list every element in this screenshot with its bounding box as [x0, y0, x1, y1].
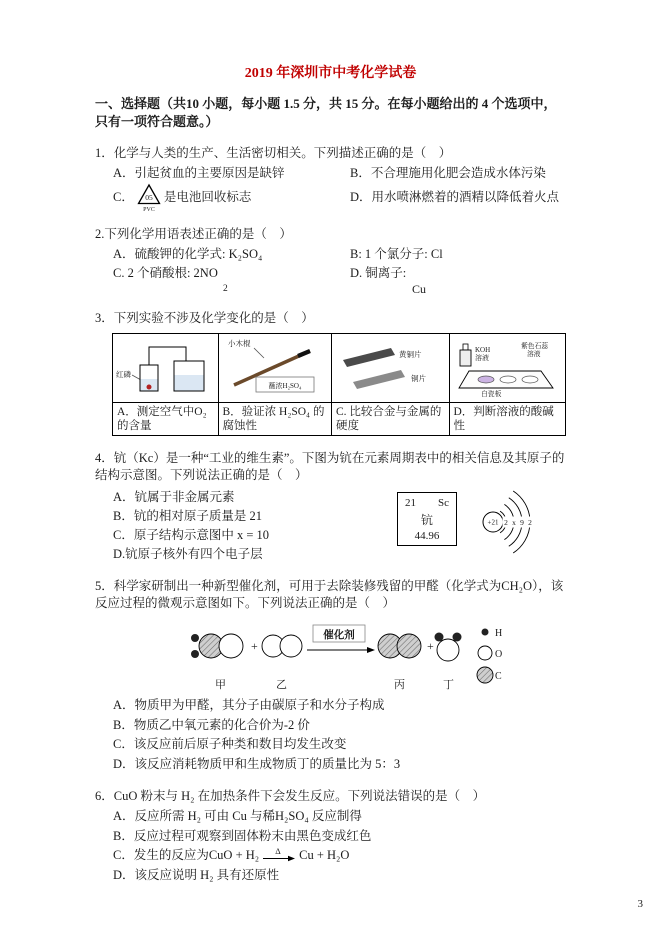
- question-2-stem: 2.下列化学用语表述正确的是（ ）: [95, 227, 292, 241]
- recycle-code: 05: [145, 193, 153, 202]
- page-number: 3: [637, 898, 643, 910]
- q5-option-c: C．该反应前后原子种类和数目均发生改变: [113, 737, 347, 751]
- section-header: 一、选择题（共10 小题，每小题 1.5 分，共 15 分。在每小题给出的 4 个选项中，只有一项符合题意。）: [95, 96, 557, 129]
- red-phosphorus-label: 红磷: [116, 370, 131, 379]
- legend-h-icon: [482, 629, 489, 636]
- periodic-table-cell: [397, 492, 457, 546]
- question-6-options: [95, 807, 566, 885]
- experiment-image-row: [113, 334, 566, 403]
- q1-option-d: D．用水喷淋燃着的酒精以降低着火点: [350, 190, 560, 204]
- experiment-caption-a: A．测定空气中O₂ 的含量: [113, 403, 219, 436]
- q5-option-a: A．物质甲为甲醛，其分子由碳原子和水分子构成: [113, 698, 385, 712]
- o-atom: [219, 634, 243, 658]
- question-4-stem: 4．钪（Kc）是一种“工业的维生素”。下图为钪在元素周期表中的相关信息及其原子的结构示意图。下列说法正确的是（ ）: [95, 451, 565, 482]
- copper-strip: [353, 370, 405, 389]
- q4-option-c: C．原子结构示意图中 x = 10: [113, 528, 270, 542]
- q6-option-d: D．该反应说明 H₂ 具有还原性: [113, 867, 280, 882]
- experiment-table: [112, 333, 566, 436]
- q6-option-c-equation-right: Cu + H₂O: [299, 848, 350, 862]
- element-name: 钪: [420, 513, 433, 527]
- koh-label-line2: 溶液: [474, 354, 489, 362]
- well-empty-2: [522, 376, 538, 383]
- question-1: [95, 145, 566, 212]
- q6-option-c: [113, 846, 566, 866]
- question-6-stem: 6．CuO 粉末与 H₂ 在加热条件下会发生反应。下列说法错误的是（ ）: [95, 789, 486, 803]
- q6-option-b: B．反应过程可观察到固体粉末由黑色变成红色: [113, 828, 372, 843]
- h-atom: [191, 634, 199, 642]
- q2-option-c-fragment: 2: [223, 284, 228, 294]
- o-atom: [280, 635, 302, 657]
- hardness-comparison-illustration: [333, 335, 447, 397]
- q2-option-d-fragment: Cu: [412, 282, 427, 296]
- arrowhead: [367, 647, 375, 653]
- label-jia: 甲: [215, 679, 226, 691]
- q2-option-d: D. 铜离子:: [350, 266, 407, 280]
- experiment-cell-a: [113, 334, 219, 403]
- h-atom: [191, 650, 199, 658]
- experiment-caption-b: B．验证浓 H₂SO₄ 的腐蚀性: [218, 403, 332, 436]
- heated-arrow-icon: [261, 846, 297, 863]
- q6-option-a: A．反应所需 H₂ 可由 Cu 与稀H₂SO₄ 反应制得: [113, 809, 362, 823]
- question-4: [95, 450, 566, 564]
- molecule-ding: [435, 633, 462, 662]
- question-4-options: [113, 488, 397, 564]
- element-mass: 44.96: [414, 530, 440, 542]
- red-phosphorus-dot: [147, 385, 152, 390]
- question-2: [95, 226, 566, 296]
- question-5-options: [95, 696, 566, 774]
- h-atom: [453, 633, 462, 642]
- legend: [477, 628, 502, 683]
- recycle-triangle-icon: [137, 183, 161, 212]
- question-1-options: [95, 164, 566, 212]
- brass-strip: [343, 348, 395, 367]
- q2-option-a: A．硫酸钾的化学式: K₂SO₄: [113, 247, 263, 261]
- porcelain-plate-label: 白瓷板: [480, 391, 501, 397]
- pointer-line: [254, 348, 264, 358]
- well-empty-1: [500, 376, 516, 383]
- experiment-cell-d: [449, 334, 566, 403]
- litmus-label-line2: 溶液: [526, 351, 541, 358]
- experiment-caption-row: [113, 403, 566, 436]
- q1-option-c-prefix: C．: [113, 190, 134, 204]
- question-3-stem: 3．下列实验不涉及化学变化的是（ ）: [95, 311, 314, 325]
- q2-option-b: B: 1 个氯分子: Cl: [350, 247, 443, 261]
- reagent-bottle: [460, 344, 471, 366]
- wood-stick-label: 小木棍: [227, 339, 250, 348]
- h-atom: [435, 633, 444, 642]
- reaction-micro-diagram: [183, 620, 528, 694]
- question-3: [95, 310, 566, 436]
- question-6: [95, 788, 566, 885]
- experiment-cell-b: [218, 334, 332, 403]
- label-bing: 丙: [394, 679, 405, 691]
- molecule-jia: [191, 634, 243, 658]
- koh-label-line1: KOH: [474, 346, 490, 354]
- shell-4-electrons: 2: [528, 518, 532, 527]
- plus-sign-2: +: [427, 639, 434, 653]
- question-5-stem: 5．科学家研制出一种新型催化剂，可用于去除装修残留的甲醛（化学式为CH₂O），该反应过程的微观示意图如下。下列说法正确的是（ ）: [95, 579, 564, 610]
- question-4-body: [95, 488, 566, 564]
- acid-base-test-illustration: [451, 335, 564, 397]
- q5-option-b: B．物质乙中氧元素的化合价为-2 价: [113, 717, 310, 732]
- connecting-tube: [149, 347, 186, 365]
- q1-option-c: [113, 183, 350, 212]
- question-5: [95, 578, 566, 774]
- oxygen-measurement-illustration: [114, 335, 216, 397]
- brass-label: 黄铜片: [399, 350, 422, 359]
- experiment-caption-d: D．判断溶液的酸碱性: [449, 403, 566, 436]
- q2-option-c: C. 2 个硝酸根: 2NO: [113, 266, 218, 280]
- catalyst-label: 催化剂: [323, 630, 355, 641]
- q4-option-b: B．钪的相对原子质量是 21: [113, 509, 262, 523]
- legend-c-label: C: [495, 671, 502, 682]
- shell-1-electrons: 2: [504, 518, 508, 527]
- delta-symbol: Δ: [275, 846, 281, 856]
- sulfuric-acid-stick-illustration: [220, 335, 330, 397]
- experiment-cell-c: [332, 334, 450, 403]
- gas-bottle: [140, 365, 158, 391]
- nucleus-charge: +21: [487, 518, 499, 527]
- legend-c-icon: [477, 667, 493, 683]
- q1-option-b: B．不合理施用化肥会造成水体污染: [350, 166, 546, 180]
- question-2-options: [95, 245, 566, 296]
- element-number-symbol: [398, 497, 456, 509]
- litmus-label-line1: 紫色石蕊: [520, 343, 548, 350]
- q5-option-d: D．该反应消耗物质甲和生成物质丁的质量比为 5：3: [113, 756, 401, 771]
- molecule-bing: [378, 634, 421, 658]
- q4-option-a: A．钪属于非金属元素: [113, 490, 235, 504]
- c-atom: [397, 634, 421, 658]
- reaction-arrow: [307, 625, 375, 653]
- question-1-stem: 1．化学与人类的生产、生活密切相关。下列描述正确的是（ ）: [95, 146, 452, 160]
- element-symbol: Sc: [438, 497, 449, 509]
- legend-o-label: O: [495, 649, 503, 660]
- arrowhead: [288, 856, 295, 861]
- molecule-yi: [262, 635, 302, 657]
- q4-option-d: D.钪原子核外有四个电子层: [113, 547, 263, 561]
- legend-o-icon: [478, 646, 492, 660]
- dipped-label: 蘸浓H₂SO₄: [268, 382, 301, 390]
- o-atom: [437, 639, 459, 661]
- copper-label: 铜片: [411, 374, 426, 383]
- q1-option-a: A．引起贫血的主要原因是缺锌: [113, 166, 285, 180]
- plus-sign-1: +: [251, 639, 258, 653]
- experiment-caption-c: C. 比较合金与金属的硬度: [332, 403, 450, 436]
- dipped-tip: [298, 351, 310, 356]
- element-number: 21: [405, 497, 416, 509]
- shell-2-electrons: x: [512, 518, 516, 527]
- shell-3-electrons: 9: [520, 518, 524, 527]
- well-purple: [478, 376, 494, 383]
- water-beaker: [174, 361, 204, 391]
- label-yi: 乙: [276, 679, 287, 691]
- label-ding: 丁: [443, 679, 454, 691]
- legend-h-label: H: [495, 628, 503, 639]
- page-title: 2019 年深圳市中考化学试卷: [244, 66, 417, 81]
- atomic-structure-diagram: [479, 490, 551, 554]
- q6-option-c-equation-left: C．发生的反应为CuO + H₂: [113, 848, 260, 862]
- q1-option-c-suffix: 是电池回收标志: [163, 190, 252, 204]
- recycle-material: PVC: [143, 207, 155, 212]
